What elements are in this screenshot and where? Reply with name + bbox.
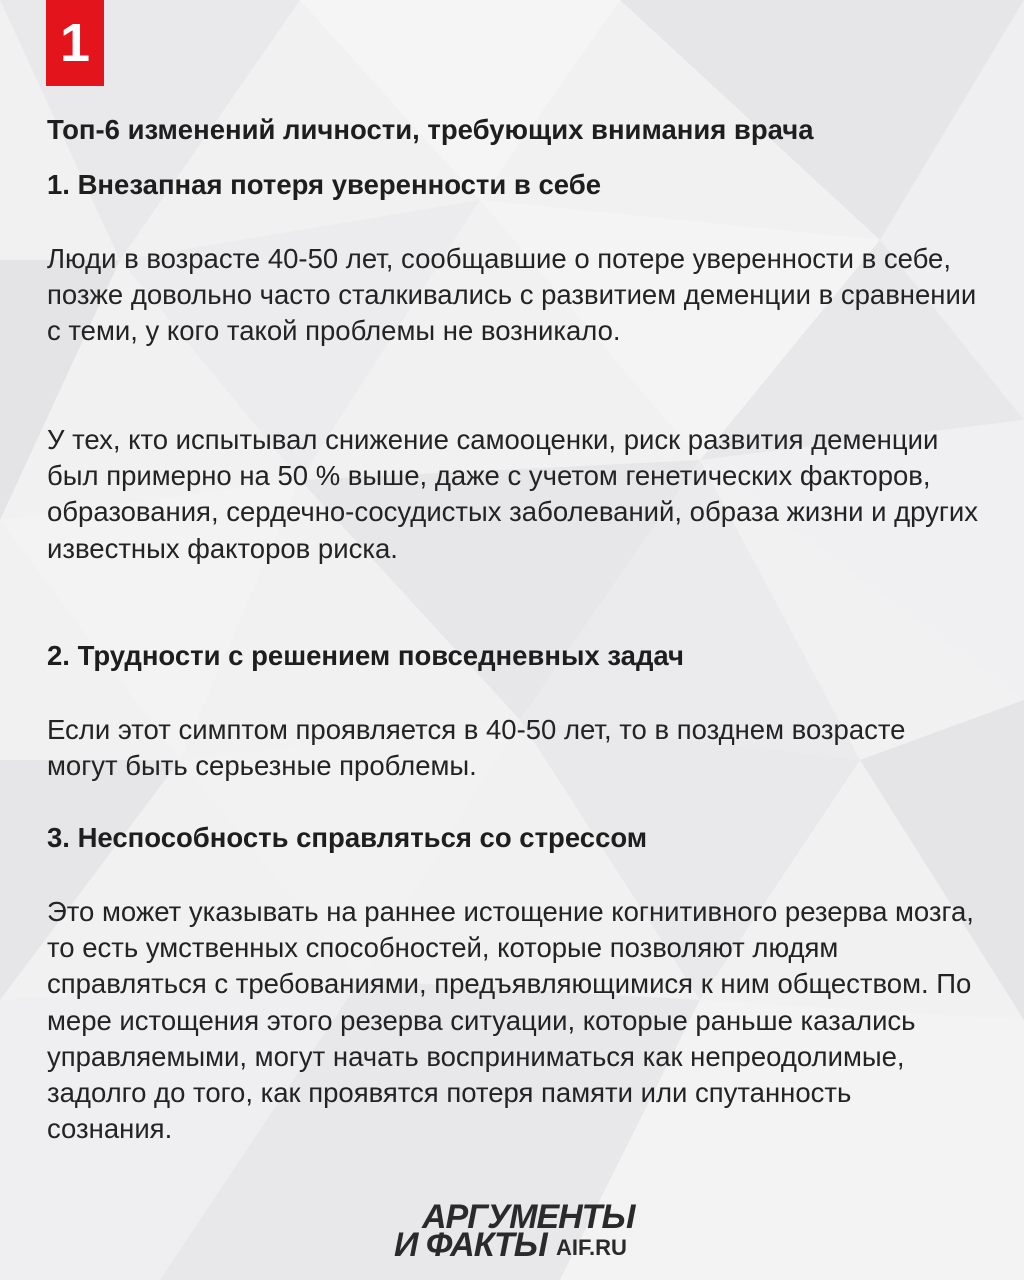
logo-line-2: И ФАКТЫ <box>394 1226 547 1264</box>
page-number-badge <box>46 0 104 86</box>
logo-line-1: АРГУМЕНТЫ <box>422 1198 635 1236</box>
section-3-paragraph-1: Это может указывать на раннее истощение когнитивного резерва мозга, то есть умственных способностей, которые позволяют людям справляться с требованиями, предъявляющимися к ним обществом. По мере истощения этого резерва ситуации, которые раньше казались управляемыми, могут начать восприниматься как непреодолимые, задолго до того, как проявятся потеря памяти или спутанность сознания. <box>47 896 974 1145</box>
section-heading-1: 1. Внезапная потеря уверенности в себе <box>47 169 601 200</box>
section-1-paragraph-2: У тех, кто испытывал снижение самооценки, риск развития деменции был примерно на 50 % выше, даже с учетом генетических факторов, образования, сердечно-сосудистых заболеваний, образа жизни и других известных факторов риска. <box>47 424 978 564</box>
section-heading-3: 3. Неспособность справляться со стрессом <box>47 822 648 853</box>
section-1-paragraph-1: Люди в возрасте 40-50 лет, сообщавшие о потере уверенности в себе, позже довольно часто сталкивались с развитием деменции в сравнении с теми, у кого такой проблемы не возникало. <box>47 243 977 347</box>
logo-site: AIF.RU <box>556 1235 627 1260</box>
page-number: 1 <box>59 13 91 73</box>
section-heading-2: 2. Трудности с решением повседневных задач <box>47 640 684 671</box>
aif-logo <box>392 1198 662 1268</box>
section-2-paragraph-1: Если этот симптом проявляется в 40-50 лет, то в позднем возрасте могут быть серьезные проблемы. <box>47 714 906 782</box>
page-title: Топ-6 изменений личности, требующих внимания врача <box>47 114 814 145</box>
